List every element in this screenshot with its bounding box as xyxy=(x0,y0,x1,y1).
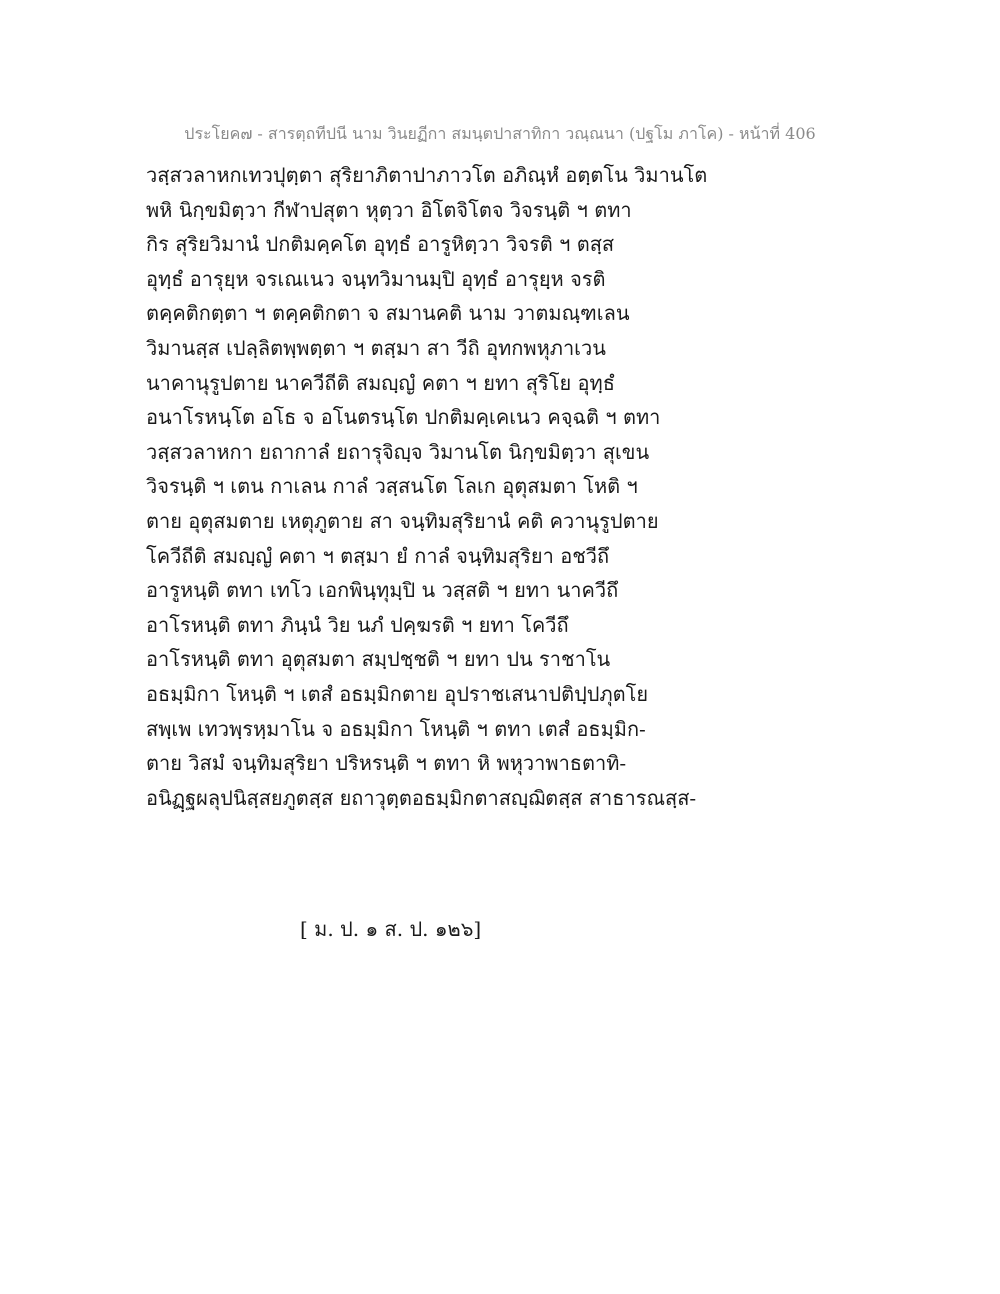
text-line: วสฺสวลาหกา ยถากาลํ ยถารุจิญฺจ วิมานโต นิกฺขมิตฺวา สุเขน xyxy=(146,439,650,464)
text-line: อาโรหนฺติ ตทา อุตุสมตา สมฺปชฺชติ ฯ ยทา ปน ราชาโน xyxy=(146,647,611,672)
text-line: วิจรนฺติ ฯ เตน กาเลน กาลํ วสฺสนโต โลเก อุตุสมตา โหติ ฯ xyxy=(146,474,638,499)
body-text xyxy=(146,158,866,815)
text-line: ตคฺคติกตฺตา ฯ ตคฺคติกตา จ สมานคติ นาม วาตมณฺฑเลน xyxy=(146,301,630,326)
text-line: โควีถีติ สมญฺญํ คตา ฯ ตสฺมา ยํ กาลํ จนฺทิมสุริยา อชวีถึ xyxy=(146,543,610,568)
text-line: ตาย วิสมํ จนฺทิมสุริยา ปริหรนฺติ ฯ ตทา หิ พหุวาพาธตาทิ- xyxy=(146,751,627,776)
text-line: กิร สุริยวิมานํ ปกติมคฺคโต อุทฺธํ อารูหิตฺวา วิจรติ ฯ ตสฺส xyxy=(146,232,615,257)
text-line: วิมานสฺส เปลฺลิตพฺพตฺตา ฯ ตสฺมา สา วีถิ อุทกพหุภาเวน xyxy=(146,335,606,360)
text-line: อาโรหนฺติ ตทา ภินฺนํ วิย นภํ ปคฺฆรติ ฯ ยทา โควีถึ xyxy=(146,612,569,637)
text-line: อธมฺมิกา โหนฺติ ฯ เตสํ อธมฺมิกตาย อุปราชเสนาปติปฺปภุตโย xyxy=(146,681,649,706)
text-line: วสฺสวลาหกเทวปุตฺตา สุริยาภิตาปาภาวโต อภิณฺหํ อตฺตโน วิมานโต xyxy=(146,163,708,187)
text-line: สพฺเพ เทวพฺรหฺมาโน จ อธมฺมิกา โหนฺติ ฯ ตทา เตสํ อธมฺมิก- xyxy=(146,716,646,741)
text-line: นาคานุรูปตาย นาควีถีติ สมญฺญํ คตา ฯ ยทา สุริโย อุทฺธํ xyxy=(146,370,615,395)
text-line: อารูหนฺติ ตทา เทโว เอกพินฺทุมฺปิ น วสฺสติ ฯ ยทา นาควีถึ xyxy=(146,578,619,603)
running-header: ประโยค๗ - สารตฺถทีปนี นาม วินยฏีกา สมนฺตปาสาทิกา วณฺณนา (ปฐโม ภาโค) - หน้าที่ 406 xyxy=(184,124,816,143)
text-line: ตาย อุตุสมตาย เหตุภูตาย สา จนฺทิมสุริยานํ คติ ควานุรูปตาย xyxy=(146,508,659,533)
text-line: พหิ นิกฺขมิตฺวา กีฬาปสุตา หุตฺวา อิโตจิโตจ วิจรนฺติ ฯ ตทา xyxy=(146,197,632,222)
text-line: อนาโรหนฺโต อโธ จ อโนตรนฺโต ปกติมคฺเคเนว คจฺฉติ ฯ ตทา xyxy=(146,405,661,430)
text-line: อนิฏฺฐผลุปนิสฺสยภูตสฺส ยถาวุตฺตอธมฺมิกตาสญฺฌิตสฺส สาธารณสฺส- xyxy=(146,785,697,810)
text-line: อุทฺธํ อารุยฺห จรเณเนว จนฺทวิมานมฺปิ อุทฺธํ อารุยฺห จรติ xyxy=(146,266,606,291)
citation-reference: [ ม. ป. ๑ ส. ป. ๑๒๖] xyxy=(300,917,482,941)
